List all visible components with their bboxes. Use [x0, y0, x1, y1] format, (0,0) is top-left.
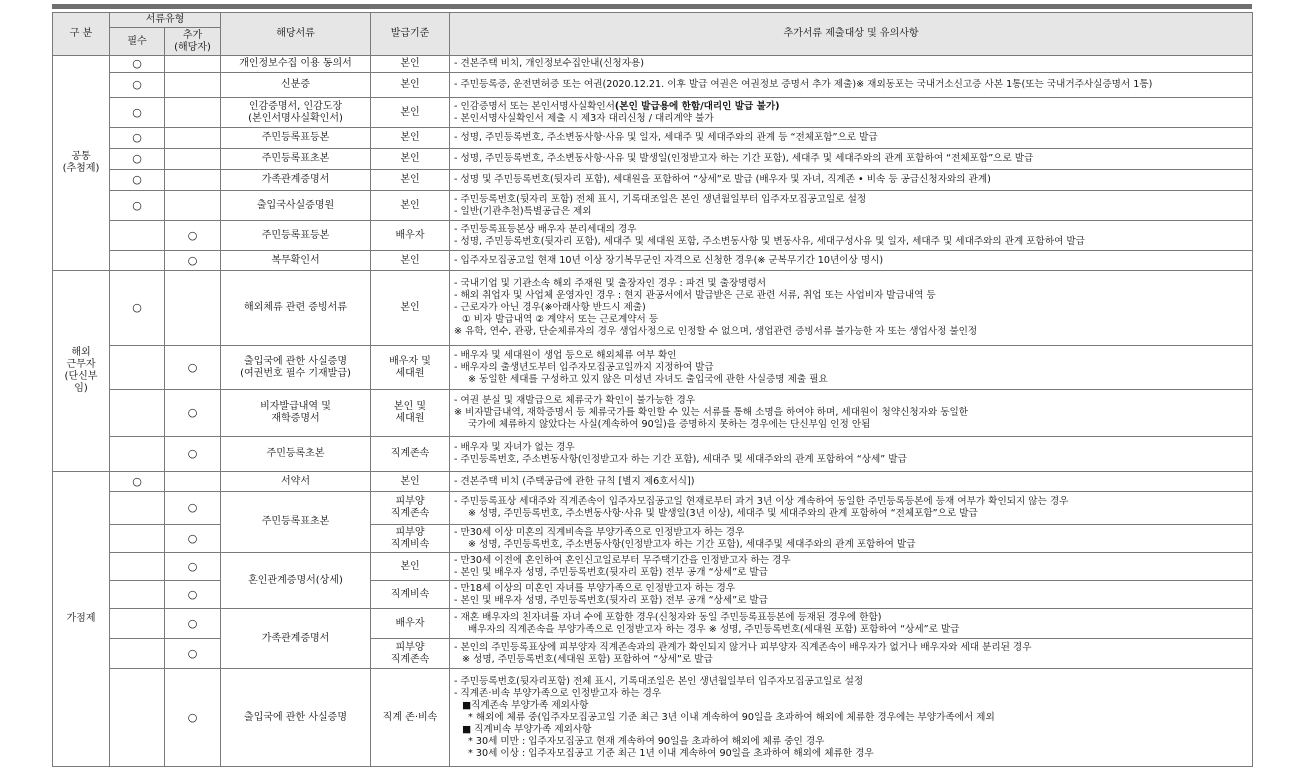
note-line	[454, 101, 1248, 113]
issue-basis-line: 세대원	[395, 367, 425, 379]
required-mark: ○	[110, 271, 165, 346]
note-line: - 견본주택 비치, 개인정보수집안내(신청자용)	[454, 58, 644, 69]
required-mark-empty	[110, 251, 165, 271]
note-cell	[450, 191, 1253, 221]
note-cell	[450, 492, 1253, 525]
issue-basis: 본인	[371, 73, 450, 98]
table-row	[53, 221, 1253, 251]
note-line: - 주민등록번호(뒷자리 포함) 전체 표시, 기록대조일은 본인 생년월일부터 입주자모집공고일로 설정	[454, 193, 867, 205]
note-line: - 성명, 주민등록번호, 주소변동사항·사유 및 일자, 세대주 및 세대주와의 관계 등 “전체포함”으로 발급	[454, 132, 878, 143]
required-mark-empty	[110, 390, 165, 437]
table-row	[53, 128, 1253, 149]
issue-basis	[371, 639, 450, 669]
issue-basis-line: 세대원	[395, 413, 425, 424]
extra-mark-empty	[165, 73, 221, 98]
top-rule	[52, 4, 1252, 9]
document-requirements-table	[52, 12, 1253, 767]
group-points: 가점제	[53, 472, 110, 767]
note-line: - 주민등록번호(뒷자리포함) 전체 표시, 기록대조일은 본인 생년월일부터 입주자모집공고일로 설정	[454, 675, 864, 687]
header-required: 필수	[110, 28, 165, 56]
note-line: ※ 유학, 연수, 관광, 단순체류자의 경우 생업사정으로 인정할 수 없으며, 생업관련 증빙서류 불가능한 자 또는 생업사정 불인정	[454, 326, 978, 337]
group-label: (단신부	[64, 371, 98, 382]
table-row	[53, 170, 1253, 191]
required-mark: ○	[110, 472, 165, 492]
required-mark-empty	[110, 581, 165, 609]
note-cell	[450, 553, 1253, 581]
document-name: 복무확인서	[221, 251, 371, 271]
extra-mark-empty	[165, 128, 221, 149]
table-row	[53, 553, 1253, 581]
note-line: - 본인 및 배우자 성명, 주민등록번호(뒷자리 포함) 전부 공개 “상세”로 발급	[454, 594, 768, 606]
note-line: - 입주자모집공고일 현재 10년 이상 장기복무군인 자격으로 신청한 경우(※ 군복무기간 10년이상 명시)	[454, 254, 884, 266]
header-notes: 추가서류 제출대상 및 유의사항	[450, 13, 1253, 56]
table-row	[53, 251, 1253, 271]
note-cell	[450, 271, 1253, 346]
note-line: * 30세 미만 : 입주자모집공고 현재 계속하여 90일을 초과하여 해외에 체류 중인 경우	[468, 735, 825, 747]
document-name: 출입국에 관한 사실증명	[221, 669, 371, 767]
required-mark: ○	[110, 191, 165, 221]
required-mark-empty	[110, 553, 165, 581]
note-line: - 주민등록증, 운전면허증 또는 여권(2020.12.21. 이후 발급 여권은 여권정보 증명서 추가 제출)※ 재외동포는 국내거소신고증 사본 1통(또는 국내거주사실증명서 1통)	[454, 79, 1153, 90]
required-mark-empty	[110, 492, 165, 525]
issue-basis: 직계 존·비속	[371, 669, 450, 767]
issue-basis: 직계존속	[371, 437, 450, 472]
required-mark: ○	[110, 149, 165, 170]
note-cell	[450, 98, 1253, 128]
extra-mark: ○	[165, 390, 221, 437]
issue-basis: 본인	[371, 149, 450, 170]
note-text: - 인감증명서 또는 본인서명사실확인서	[454, 100, 615, 112]
note-line: - 배우자 및 세대원이 생업 등으로 해외체류 여부 확인	[454, 349, 677, 361]
note-cell	[450, 472, 1253, 492]
note-cell	[450, 639, 1253, 669]
issue-basis: 배우자	[371, 609, 450, 639]
issue-basis	[371, 492, 450, 525]
note-line: - 재혼 배우자의 친자녀를 자녀 수에 포함한 경우(신청자와 동일 주민등록표등본에 등재된 경우에 한함)	[454, 611, 882, 623]
required-mark-empty	[110, 221, 165, 251]
extra-mark-empty	[165, 170, 221, 191]
issue-basis: 본인	[371, 251, 450, 271]
note-line: - 국내기업 및 기관소속 해외 주재원 및 출장자인 경우 : 파견 및 출장명령서	[454, 278, 767, 289]
note-cell	[450, 525, 1253, 553]
extra-mark: ○	[165, 553, 221, 581]
issue-basis-line: 배우자 및	[389, 355, 431, 367]
note-cell	[450, 149, 1253, 170]
extra-mark-empty	[165, 472, 221, 492]
issue-basis: 배우자	[371, 221, 450, 251]
table-row	[53, 73, 1253, 98]
document-name: 주민등록표등본	[221, 221, 371, 251]
document-name: 신분증	[221, 73, 371, 98]
note-cell	[450, 390, 1253, 437]
note-cell	[450, 170, 1253, 191]
header-issue-basis: 발급기준	[371, 13, 450, 56]
extra-mark-empty	[165, 98, 221, 128]
issue-basis	[371, 525, 450, 553]
note-line: - 성명, 주민등록번호(뒷자리 포함), 세대주 및 세대원 포함, 주소변동사항 및 변동사유, 세대구성사유 및 일자, 세대주 및 세대주와의 관계 포함하여 발급	[454, 235, 1085, 247]
table-row	[53, 98, 1253, 128]
document-name: 서약서	[221, 472, 371, 492]
issue-basis: 본인	[371, 128, 450, 149]
document-name	[221, 390, 371, 437]
issue-basis: 본인	[371, 191, 450, 221]
document-name: 가족관계증명서	[221, 609, 371, 669]
note-cell	[450, 669, 1253, 767]
note-cell	[450, 56, 1253, 73]
required-mark-empty	[110, 639, 165, 669]
document-name	[221, 346, 371, 390]
required-mark: ○	[110, 170, 165, 191]
note-line: - 만18세 이상의 미혼인 자녀를 부양가족으로 인정받고자 하는 경우	[454, 582, 736, 594]
required-mark: ○	[110, 128, 165, 149]
extra-mark: ○	[165, 669, 221, 767]
note-line: - 성명, 주민등록번호, 주소변동사항·사유 및 발생일(인정받고자 하는 기간 포함), 세대주 및 세대주와의 관계 포함하여 “전체포함”으로 발급	[454, 153, 1034, 164]
required-mark: ○	[110, 56, 165, 73]
note-line: - 본인의 주민등록표상에 피부양자 직계존속과의 관계가 확인되지 않거나 피부양자 직계존속이 배우자가 없거나 배우자와 세대 분리된 경우	[454, 641, 1032, 653]
note-line: - 근로자가 아닌 경우(※아래사항 반드시 제출)	[454, 302, 646, 313]
document-name-line: (여권번호 필수 기재발급)	[240, 367, 351, 379]
group-label: (추첨제)	[62, 163, 100, 174]
note-cell	[450, 609, 1253, 639]
note-line: - 직계존·비속 부양가족으로 인정받고자 하는 경우	[454, 687, 662, 699]
header-document: 해당서류	[221, 13, 371, 56]
header-extra	[165, 28, 221, 56]
required-mark: ○	[110, 73, 165, 98]
note-line: - 만30세 이전에 혼인하여 혼인신고일로부터 무주택기간을 인정받고자 하는 경우	[454, 554, 791, 566]
note-line: - 성명 및 주민등록번호(뒷자리 포함), 세대원을 포함하여 “상세”로 발급 (배우자 및 자녀, 직계존 • 비속 등 공급신청자와의 관계)	[454, 174, 991, 185]
note-line: ※ 성명, 주민등록번호, 주소변동사항·사유 및 발생일(3년 이상), 세대주 및 세대주와의 관계 포함하여 “전체포함”으로 발급	[468, 508, 978, 519]
issue-basis	[371, 390, 450, 437]
required-mark-empty	[110, 437, 165, 472]
document-name: 주민등록표초본	[221, 149, 371, 170]
table-row	[53, 472, 1253, 492]
issue-basis	[371, 346, 450, 390]
extra-mark: ○	[165, 346, 221, 390]
extra-mark: ○	[165, 581, 221, 609]
document-name: 개인정보수집 이용 동의서	[221, 56, 371, 73]
note-line: * 30세 이상 : 입주자모집공고 기준 최근 1년 이내 계속하여 90일을 초과하여 해외에 체류한 경우	[468, 747, 874, 759]
extra-mark-empty	[165, 149, 221, 170]
document-name	[221, 98, 371, 128]
note-line: ※ 성명, 주민등록번호(세대원 포함) 포함하여 “상세”로 발급	[462, 653, 713, 665]
note-cell	[450, 73, 1253, 98]
note-line: * 해외에 체류 중(입주자모집공고일 기준 최근 3년 이내 계속하여 90일을 초과하여 해외에 체류한 경우에는 부양가족에서 제외	[468, 711, 995, 723]
document-name-line: 출입국에 관한 사실증명	[244, 355, 347, 367]
note-cell	[450, 581, 1253, 609]
issue-basis-line: 직계존속	[390, 653, 430, 665]
group-label: 임)	[74, 383, 88, 394]
note-line: - 본인 및 배우자 성명, 주민등록번호(뒷자리 포함) 전부 공개 “상세”로 발급	[454, 566, 768, 578]
table-row	[53, 56, 1253, 73]
issue-basis: 직계비속	[371, 581, 450, 609]
note-line: - 만30세 이상 미혼의 직계비속을 부양가족으로 인정받고자 하는 경우	[454, 526, 745, 538]
group-label: 공통	[71, 151, 91, 162]
issue-basis-line: 피부양	[395, 496, 425, 507]
document-name: 주민등록표등본	[221, 128, 371, 149]
required-mark-empty	[110, 669, 165, 767]
note-cell	[450, 251, 1253, 271]
issue-basis-line: 직계존속	[390, 508, 430, 519]
note-line: - 해외 취업자 및 사업체 운영자인 경우 : 현지 관공서에서 발급받은 근로 관련 서류, 취업 또는 사업비자 발급내역 등	[454, 290, 936, 301]
table-row	[53, 346, 1253, 390]
group-overseas	[53, 271, 110, 472]
extra-mark-empty	[165, 191, 221, 221]
note-bold-text: (본인 발급용에 한함/대리인 발급 불가)	[614, 100, 780, 112]
table-row	[53, 669, 1253, 767]
table-row	[53, 271, 1253, 346]
extra-mark-empty	[165, 271, 221, 346]
issue-basis: 본인	[371, 98, 450, 128]
note-line: ※ 성명, 주민등록번호, 주소변동사항(인정받고자 하는 기간 포함), 세대주및 세대주와의 관계 포함하여 발급	[468, 538, 916, 550]
required-mark-empty	[110, 346, 165, 390]
table-row	[53, 609, 1253, 639]
note-line: 국가에 체류하지 않았다는 사실(계속하여 90일)을 증명하지 못하는 경우에는 단신부임 인정 안됨	[468, 419, 871, 430]
note-line: - 일반(기관추천)특별공급은 제외	[454, 205, 592, 217]
required-mark-empty	[110, 525, 165, 553]
required-mark-empty	[110, 609, 165, 639]
issue-basis-line: 본인 및	[393, 401, 427, 412]
note-cell	[450, 346, 1253, 390]
extra-mark: ○	[165, 525, 221, 553]
extra-mark-empty	[165, 56, 221, 73]
document-name: 주민등록표초본	[221, 492, 371, 553]
note-line: - 본인서명사실확인서 제출 시 제3자 대리신청 / 대리계약 불가	[454, 112, 714, 124]
document-name: 해외체류 관련 증빙서류	[221, 271, 371, 346]
note-cell	[450, 221, 1253, 251]
note-line: - 주민등록표등본상 배우자 분리세대의 경우	[454, 223, 637, 235]
issue-basis-line: 직계비속	[390, 538, 430, 550]
extra-mark: ○	[165, 639, 221, 669]
table-row	[53, 390, 1253, 437]
header-extra-line2: (해당자)	[174, 41, 211, 53]
document-name: 혼인관계증명서(상세)	[221, 553, 371, 609]
issue-basis: 본인	[371, 56, 450, 73]
note-line: - 견본주택 비치 (주택공급에 관한 규칙 [별지 제6호서식])	[454, 475, 695, 487]
note-line: ■직계존속 부양가족 제외사항	[462, 699, 589, 711]
table-row	[53, 191, 1253, 221]
note-line: 배우자의 직계존속을 부양가족으로 인정받고자 하는 경우 ※ 성명, 주민등록번호(세대원 포함) 포함하여 “상세”로 발급	[468, 623, 960, 635]
document-name-line: 재학증명서	[271, 413, 320, 424]
note-line: ※ 동일한 세대를 구성하고 있지 않은 미성년 자녀도 출입국에 관한 사실증명 제출 필요	[468, 373, 828, 385]
required-mark: ○	[110, 98, 165, 128]
issue-basis-line: 피부양	[395, 641, 425, 653]
extra-mark: ○	[165, 437, 221, 472]
issue-basis: 본인	[371, 472, 450, 492]
note-line: ① 비자 발급내역 ② 계약서 또는 근로계약서 등	[462, 314, 659, 325]
group-label: 근무자	[66, 359, 96, 370]
document-name: 주민등록초본	[221, 437, 371, 472]
table-row	[53, 437, 1253, 472]
note-line: - 배우자의 출생년도부터 입주자모집공고일까지 지정하여 발급	[454, 361, 714, 373]
document-name: 출입국사실증명원	[221, 191, 371, 221]
extra-mark: ○	[165, 609, 221, 639]
extra-mark: ○	[165, 492, 221, 525]
header-category: 구 분	[53, 13, 110, 56]
group-common	[53, 56, 110, 271]
header-doc-type: 서류유형	[110, 13, 221, 28]
document-name-line: 비자발급내역 및	[260, 401, 331, 412]
document-name-line: 인감증명서, 인감도장	[248, 100, 343, 112]
issue-basis: 본인	[371, 170, 450, 191]
note-line: - 여권 분실 및 재발급으로 체류국가 확인이 불가능한 경우	[454, 395, 696, 406]
note-line: - 주민등록번호, 주소변동사항(인정받고자 하는 기간 포함), 세대주 및 세대주와의 관계 포함하여 “상세” 발급	[454, 454, 907, 465]
group-label: 해외	[71, 347, 91, 358]
note-line: ■ 직계비속 부양가족 제외사항	[462, 723, 592, 735]
note-cell	[450, 437, 1253, 472]
document-name: 가족관계증명서	[221, 170, 371, 191]
issue-basis: 본인	[371, 553, 450, 581]
extra-mark: ○	[165, 251, 221, 271]
document-name-line: (본인서명사실확인서)	[248, 112, 343, 124]
note-line: - 배우자 및 자녀가 없는 경우	[454, 442, 575, 453]
note-line: ※ 비자발급내역, 재학증명서 등 체류국가를 확인할 수 있는 서류를 통해 소명을 하여야 하며, 세대원이 청약신청자와 동일한	[454, 407, 969, 418]
table-row	[53, 492, 1253, 525]
note-cell	[450, 128, 1253, 149]
header-extra-line1: 추가	[182, 29, 203, 41]
note-line: - 주민등록표상 세대주와 직계존속이 입주자모집공고일 현재로부터 과거 3년 이상 계속하여 동일한 주민등록등본에 등재 여부가 확인되지 않는 경우	[454, 496, 1069, 507]
table-row	[53, 149, 1253, 170]
extra-mark: ○	[165, 221, 221, 251]
issue-basis-line: 피부양	[395, 526, 425, 538]
issue-basis: 본인	[371, 271, 450, 346]
